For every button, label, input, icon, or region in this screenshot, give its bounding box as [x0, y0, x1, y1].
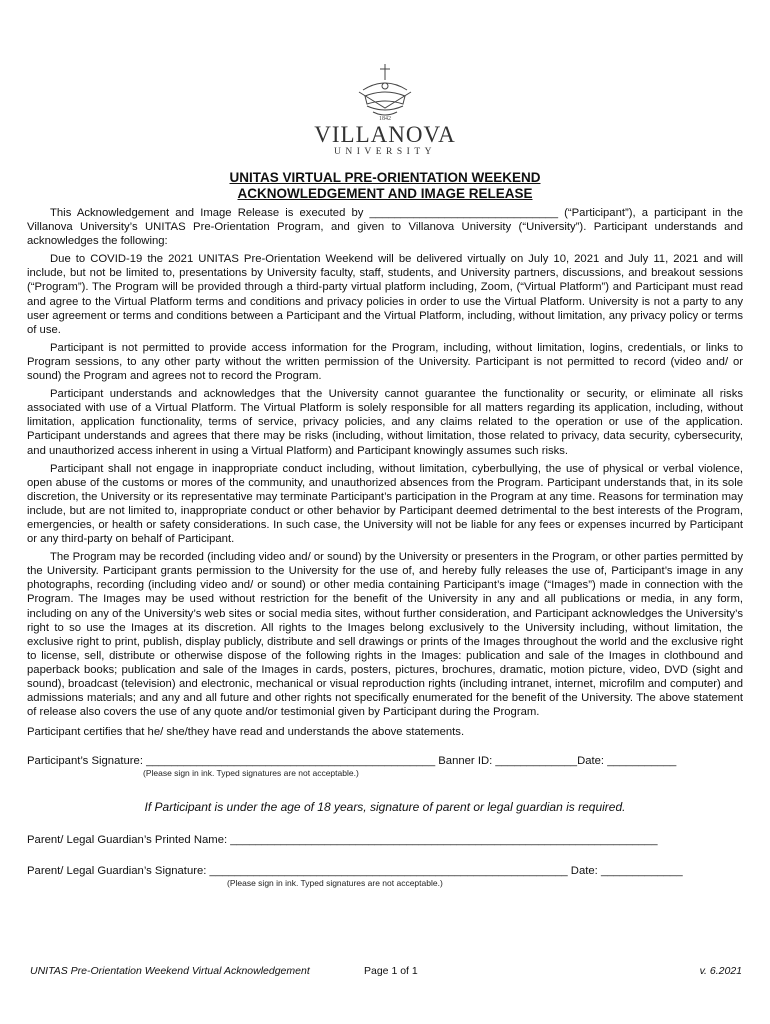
logo-subtitle: UNIVERSITY [334, 147, 436, 157]
guardian-printed-name-line[interactable]: Parent/ Legal Guardian’s Printed Name: ____________________________________________________________________ [27, 833, 658, 846]
paragraph-covid: Due to COVID-19 the 2021 UNITAS Pre-Orientation Weekend will be delivered virtually on July 10, 2021 and July 11, 2021 and will include, but not be limited to, presentations by University faculty, staff, students, and University partners, discussions, and breakout sessions (“Program”). The Program will be provided through a third-party virtual platform including, Zoom, (“Virtual Platform”) and Participant must read and agree to the Virtual Platform terms and conditions and privacy policies in order to use the Virtual Platform. University is not a party to any user agreement or terms and conditions between a Participant and the Virtual Platform, including, without limitation, any privacy policy or terms of use. [27, 253, 743, 336]
footer-version: v. 6.2021 [699, 965, 742, 977]
logo-year: 1842 [379, 116, 391, 122]
logo-name: VILLANOVA [314, 122, 456, 147]
guardian-requirement-note: If Participant is under the age of 18 years, signature of parent or legal guardian is required. [144, 800, 626, 815]
paragraph-risks: Participant understands and acknowledges that the University cannot guarantee the functionality or security, or eliminate all risks associated with use of a Virtual Platform. The Virtual Platform is solely responsible for all matters regarding its application, including, without limitation, application functionality, terms of service, privacy policies, and any claims related to the operation or use of the application. Participant understands and agrees that there may be risks (including, without limitation, those related to privacy, data security, cybersecurity, and unauthorized access inherent in using a Virtual Platform) and Participant knowingly assumes such risks. [27, 388, 743, 457]
university-seal-icon [343, 62, 427, 122]
footer-document-name: UNITAS Pre-Orientation Weekend Virtual Acknowledgement [30, 965, 310, 977]
guardian-signature-hint: (Please sign in ink. Typed signatures are not acceptable.) [227, 877, 443, 888]
paragraph-conduct: Participant shall not engage in inappropriate conduct including, without limitation, cyberbullying, the use of physical or verbal violence, open abuse of the customs or mores of the community, and unauthorized absences from the Program. Participant understands that, in its sole discretion, the University or its representative may terminate Participant’s participation in the Program at any time. Reasons for termination may include, but are not limited to, inappropriate conduct or other behavior by Participant deemed detrimental to the best interests of the Program, emergencies, or health or safety considerations. In such case, the University will not be liable for any fees or expenses incurred by Participant or any third-party on behalf of Participant. [27, 462, 743, 546]
guardian-signature-line[interactable]: Parent/ Legal Guardian’s Signature: _________________________________________________________ Date: _____________ [27, 864, 683, 877]
document-title-line-1: UNITAS VIRTUAL PRE-ORIENTATION WEEKEND [229, 170, 541, 185]
participant-signature-line[interactable]: Participant’s Signature: ______________________________________________ Banner ID: _____________Date: ___________ [27, 755, 677, 768]
paragraph-images: The Program may be recorded (including video and/ or sound) by the University or presenters in the Program, or other parties permitted by the University. Participant grants permission to the University for the use of, and hereby fully releases the use of, Participant’s image in any photographs, recording (including video and/ or sound) or other media containing Participant’s image (“Images”) made in connection with the Program. The Images may be used without restriction for the benefit of the University in any and all publications or media, in any form, including on any of the University’s web sites or social media sites, without further consideration, and Participant acknowledges the University’s right to so use the Images at its discretion. All rights to the Images belong exclusively to the University including, without limitation, the exclusive right to print, publish, display publicly, distribute and sell drawings or prints of the Images throughout the world and the exclusive right to license, sell, distribute or otherwise dispose of the following rights in the Images: publication and sale of the Images in clothbound and paperback books; publication and sale of the Images in cards, posters, pictures, brochures, dramatic, motion picture, video, DVD (sight and sound), broadcast (television) and electronic, mechanical or visual reproduction rights (including intranet, internet, microfilm and computer) and admissions materials; and any and all future and other rights not specifically enumerated for the benefit of the University. The above statement of release also covers the use of any quote and/or testimonial given by Participant during the Program. [27, 551, 743, 719]
document-title-line-2: ACKNOWLEDGEMENT AND IMAGE RELEASE [237, 186, 533, 201]
participant-signature-hint: (Please sign in ink. Typed signatures are not acceptable.) [143, 768, 359, 779]
paragraph-intro: This Acknowledgement and Image Release is executed by ______________________________ (“Participant”), a participant in the Villanova University’s UNITAS Pre-Orientation Program, and given to Villanova University (“University”). Participant understands and acknowledges the following: [27, 207, 743, 248]
certify-statement: Participant certifies that he/ she/they have read and understands the above statements. [27, 726, 465, 739]
paragraph-access: Participant is not permitted to provide access information for the Program, including, without limitation, logins, credentials, or links to Program sessions, to any other party without the written permission of the University. Participant is not permitted to record (video and/ or sound) the Program and agrees not to record the Program. [27, 341, 743, 383]
document-body [27, 170, 743, 888]
university-logo [0, 62, 770, 158]
footer-page-number: Page 1 of 1 [364, 965, 418, 977]
